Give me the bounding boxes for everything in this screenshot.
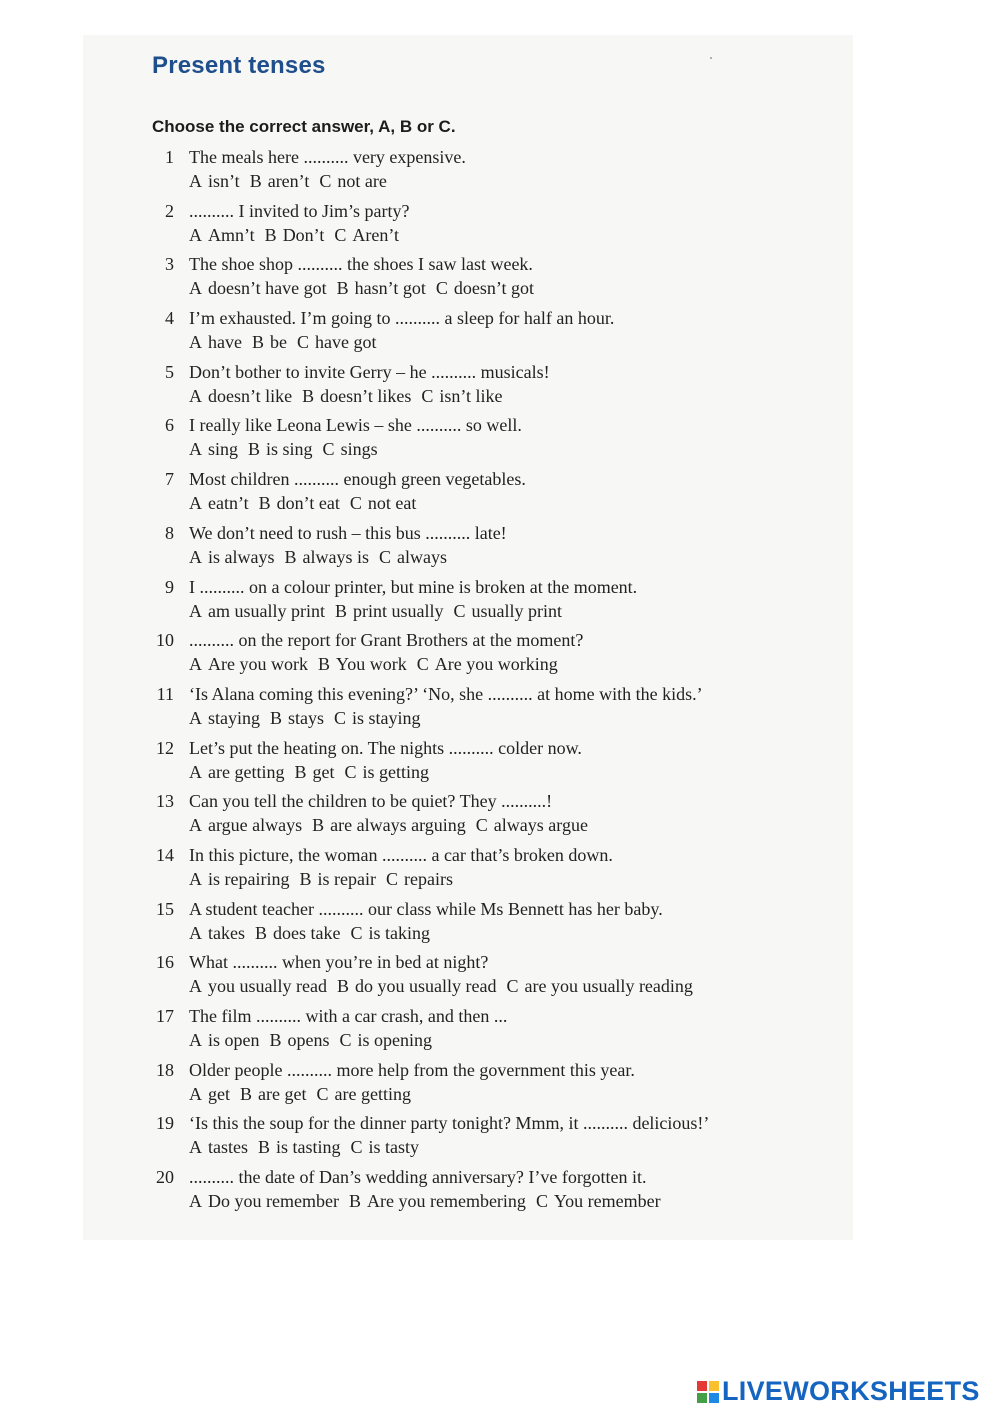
- option-letter: A: [189, 1191, 202, 1212]
- answer-option-c[interactable]: [536, 1191, 661, 1211]
- question-text: .......... the date of Dan’s wedding anniversary? I’ve forgotten it.: [189, 1167, 647, 1188]
- question-item: [150, 895, 840, 949]
- option-letter: B: [336, 278, 349, 299]
- option-text: you usually read: [208, 976, 327, 997]
- option-letter: B: [248, 439, 261, 460]
- option-text: Do you remember: [208, 1191, 339, 1212]
- option-letter: C: [385, 868, 398, 889]
- answer-option-a[interactable]: [189, 278, 327, 298]
- answer-option-c[interactable]: [476, 815, 588, 835]
- option-text: does take: [273, 922, 341, 943]
- answer-options: [189, 439, 388, 460]
- option-letter: B: [348, 1191, 361, 1212]
- answer-option-b[interactable]: [302, 386, 411, 406]
- option-text: have: [208, 332, 242, 353]
- option-letter: B: [258, 1137, 271, 1158]
- option-text: not are: [337, 171, 387, 191]
- option-letter: B: [317, 654, 330, 675]
- option-text: get: [312, 761, 335, 782]
- answer-options: [189, 762, 439, 783]
- question-item: [150, 573, 840, 627]
- option-letter: B: [269, 1030, 282, 1050]
- question-item: [150, 358, 840, 412]
- question-text: Don’t bother to invite Gerry – he .......... musicals!: [189, 361, 550, 382]
- question-text: I really like Leona Lewis – she .......... so well.: [189, 415, 522, 436]
- answer-options: [189, 976, 703, 997]
- answer-option-a[interactable]: [189, 225, 255, 245]
- answer-option-b[interactable]: [294, 762, 334, 782]
- answer-option-b[interactable]: [270, 708, 324, 728]
- option-text: always is: [302, 546, 370, 567]
- answer-option-b[interactable]: [299, 869, 376, 889]
- option-letter: A: [189, 278, 202, 299]
- option-text: Are you work: [208, 654, 308, 675]
- question-number: 13: [156, 791, 174, 812]
- option-text: is repairing: [208, 868, 290, 889]
- option-letter: B: [299, 868, 312, 889]
- option-letter: C: [334, 707, 347, 728]
- scan-speck: [710, 57, 712, 59]
- question-number: 8: [165, 522, 174, 543]
- answer-option-a[interactable]: [189, 1191, 339, 1211]
- question-item: [150, 787, 840, 841]
- answer-options: [189, 815, 598, 836]
- option-text: Are you remembering: [366, 1191, 526, 1212]
- option-letter: C: [416, 654, 429, 675]
- question-number: 16: [156, 952, 174, 973]
- answer-option-c[interactable]: [436, 278, 534, 298]
- question-text: The film .......... with a car crash, and then ...: [189, 1006, 508, 1026]
- question-number: 3: [165, 254, 174, 275]
- question-item: [150, 841, 840, 895]
- option-letter: B: [312, 815, 325, 836]
- answer-options: [189, 869, 463, 890]
- option-letter: A: [189, 976, 202, 997]
- question-text: I’m exhausted. I’m going to .......... a sleep for half an hour.: [189, 308, 615, 329]
- answer-option-b[interactable]: [255, 923, 341, 943]
- answer-option-b[interactable]: [250, 171, 310, 191]
- option-letter: B: [258, 493, 271, 514]
- answer-option-c[interactable]: [297, 332, 377, 352]
- liveworksheets-wordmark: LIVEWORKSHEETS: [722, 1376, 980, 1406]
- option-letter: B: [251, 332, 264, 353]
- option-text: tastes: [208, 1137, 248, 1158]
- option-text: You work: [336, 654, 407, 675]
- option-letter: C: [349, 493, 362, 514]
- option-text: are get: [258, 1083, 307, 1104]
- question-item: [150, 1002, 840, 1056]
- question-text: In this picture, the woman .......... a car that’s broken down.: [189, 844, 613, 865]
- question-item: [150, 304, 840, 358]
- option-letter: B: [270, 707, 283, 728]
- answer-option-a[interactable]: [189, 1030, 260, 1050]
- answer-options: [189, 1191, 671, 1212]
- question-item: [150, 680, 840, 734]
- answer-options: [189, 601, 572, 622]
- question-text: We don’t need to rush – this bus .......... late!: [189, 522, 507, 543]
- option-text: is always: [208, 546, 275, 567]
- answer-option-a[interactable]: [189, 923, 245, 943]
- question-item: [150, 250, 840, 304]
- option-letter: C: [344, 761, 357, 782]
- answer-option-c[interactable]: [340, 1030, 433, 1050]
- option-text: repairs: [404, 868, 453, 889]
- question-number: 14: [156, 844, 174, 865]
- option-text: eatn’t: [208, 493, 249, 514]
- answer-option-c[interactable]: [417, 654, 558, 674]
- option-text: doesn’t likes: [320, 385, 412, 406]
- option-letter: A: [189, 224, 202, 245]
- answer-options: [189, 225, 409, 246]
- question-number: 19: [156, 1113, 174, 1134]
- answer-option-b[interactable]: [349, 1191, 526, 1211]
- question-number: 2: [165, 200, 174, 221]
- question-item: [150, 411, 840, 465]
- option-letter: C: [453, 600, 466, 621]
- question-text: I .......... on a colour printer, but mine is broken at the moment.: [189, 576, 638, 597]
- answer-options: [189, 1084, 421, 1105]
- question-item: [150, 626, 840, 680]
- question-item: [150, 465, 840, 519]
- answer-option-b[interactable]: [258, 1137, 341, 1157]
- option-letter: A: [189, 1083, 202, 1104]
- answer-options: [189, 386, 513, 407]
- question-number: 11: [156, 683, 174, 704]
- answer-options: [189, 493, 426, 514]
- option-text: always: [397, 546, 448, 567]
- answer-option-a[interactable]: [189, 1084, 230, 1104]
- question-item: [150, 1109, 840, 1163]
- answer-option-a[interactable]: [189, 654, 308, 674]
- option-letter: A: [189, 171, 202, 191]
- question-number: 4: [165, 308, 174, 329]
- answer-option-a[interactable]: [189, 493, 249, 513]
- option-letter: A: [189, 546, 202, 567]
- option-letter: C: [350, 922, 363, 943]
- option-letter: A: [189, 761, 202, 782]
- question-item: [150, 948, 840, 1002]
- option-text: am usually print: [208, 600, 325, 621]
- option-text: is taking: [368, 922, 430, 943]
- option-text: stays: [288, 707, 325, 728]
- question-number: 12: [156, 737, 174, 758]
- page-title: Present tenses: [152, 52, 326, 79]
- option-letter: B: [240, 1083, 253, 1104]
- option-text: are you usually reading: [524, 976, 693, 997]
- option-text: hasn’t got: [354, 278, 426, 299]
- option-letter: C: [339, 1030, 352, 1050]
- option-letter: A: [189, 868, 202, 889]
- option-text: not eat: [367, 493, 417, 514]
- option-text: is getting: [362, 761, 429, 782]
- answer-option-a[interactable]: [189, 547, 275, 567]
- option-letter: A: [189, 654, 202, 675]
- answer-option-a[interactable]: [189, 869, 289, 889]
- option-letter: C: [350, 1137, 363, 1158]
- option-text: is repair: [317, 868, 376, 889]
- option-text: is staying: [352, 707, 421, 728]
- option-letter: C: [435, 278, 448, 299]
- option-letter: C: [379, 546, 392, 567]
- question-text: Older people .......... more help from the government this year.: [189, 1059, 635, 1080]
- answer-option-c[interactable]: [350, 493, 417, 513]
- option-text: is open: [208, 1030, 260, 1050]
- answer-option-b[interactable]: [259, 493, 340, 513]
- option-letter: A: [189, 600, 202, 621]
- option-letter: A: [189, 1030, 202, 1050]
- answer-option-b[interactable]: [265, 225, 325, 245]
- answer-option-c[interactable]: [334, 225, 399, 245]
- answer-option-b[interactable]: [337, 976, 496, 996]
- answer-option-b[interactable]: [337, 278, 426, 298]
- option-letter: B: [249, 171, 262, 191]
- answer-option-b[interactable]: [312, 815, 466, 835]
- liveworksheets-logo: [697, 1376, 980, 1407]
- question-item: [150, 1056, 840, 1110]
- question-text: .......... I invited to Jim’s party?: [189, 200, 410, 221]
- answer-option-a[interactable]: [189, 332, 242, 352]
- question-text: The meals here .......... very expensive.: [189, 147, 466, 167]
- question-number: 17: [156, 1006, 174, 1026]
- answer-option-a[interactable]: [189, 439, 238, 459]
- option-text: sing: [208, 439, 239, 460]
- option-text: doesn’t have got: [208, 278, 327, 299]
- option-letter: B: [294, 761, 307, 782]
- question-list: [150, 143, 840, 1217]
- question-number: 10: [156, 630, 174, 651]
- option-text: argue always: [208, 815, 303, 836]
- question-number: 6: [165, 415, 174, 436]
- answer-option-a[interactable]: [189, 708, 260, 728]
- question-item: [150, 143, 840, 197]
- option-letter: C: [316, 1083, 329, 1104]
- option-text: usually print: [471, 600, 563, 621]
- option-letter: B: [284, 546, 297, 567]
- option-letter: C: [535, 1191, 548, 1212]
- answer-option-a[interactable]: [189, 815, 302, 835]
- question-number: 7: [165, 469, 174, 490]
- option-letter: B: [264, 224, 277, 245]
- option-letter: A: [189, 1137, 202, 1158]
- option-text: Aren’t: [352, 224, 400, 245]
- option-letter: A: [189, 439, 202, 460]
- option-letter: C: [322, 439, 335, 460]
- option-text: are always arguing: [330, 815, 466, 836]
- option-text: is opening: [357, 1030, 433, 1050]
- option-letter: C: [297, 332, 310, 353]
- question-item: [150, 519, 840, 573]
- question-text: .......... on the report for Grant Brothers at the moment?: [189, 630, 584, 651]
- question-text: A student teacher .......... our class while Ms Bennett has her baby.: [189, 898, 663, 919]
- answer-option-c[interactable]: [379, 547, 447, 567]
- option-text: staying: [208, 707, 260, 728]
- answer-option-b[interactable]: [270, 1030, 330, 1050]
- answer-option-b[interactable]: [240, 1084, 306, 1104]
- answer-option-a[interactable]: [189, 171, 240, 191]
- answer-option-c[interactable]: [350, 923, 430, 943]
- option-text: do you usually read: [354, 976, 497, 997]
- answer-option-a[interactable]: [189, 762, 284, 782]
- question-number: 20: [156, 1167, 174, 1188]
- option-letter: B: [254, 922, 267, 943]
- answer-option-c[interactable]: [316, 1084, 410, 1104]
- option-letter: C: [319, 171, 332, 191]
- question-item: [150, 197, 840, 251]
- option-text: isn’t like: [439, 385, 503, 406]
- answer-options: [189, 547, 457, 568]
- option-text: Don’t: [282, 224, 325, 245]
- question-text: ‘Is Alana coming this evening?’ ‘No, she .......... at home with the kids.’: [189, 683, 703, 704]
- option-text: get: [208, 1083, 230, 1104]
- answer-option-c[interactable]: [323, 439, 378, 459]
- answer-option-c[interactable]: [351, 1137, 420, 1157]
- answer-options: [189, 654, 568, 675]
- question-text: The shoe shop .......... the shoes I saw last week.: [189, 254, 533, 275]
- option-text: takes: [208, 922, 245, 943]
- question-text: ‘Is this the soup for the dinner party tonight? Mmm, it .......... delicious!’: [189, 1113, 710, 1134]
- answer-option-c[interactable]: [319, 171, 387, 191]
- option-letter: A: [189, 922, 202, 943]
- answer-option-c[interactable]: [506, 976, 692, 996]
- option-text: Amn’t: [208, 224, 255, 245]
- question-number: 9: [165, 576, 174, 597]
- question-number: 1: [165, 147, 174, 167]
- question-item: [150, 1163, 840, 1217]
- option-text: sings: [340, 439, 378, 460]
- option-text: print usually: [353, 600, 444, 621]
- answer-option-b[interactable]: [252, 332, 287, 352]
- option-text: is tasting: [276, 1137, 341, 1158]
- option-letter: C: [506, 976, 519, 997]
- answer-options: [189, 708, 431, 729]
- option-letter: C: [421, 385, 434, 406]
- option-letter: A: [189, 385, 202, 406]
- option-letter: A: [189, 707, 202, 728]
- option-letter: A: [189, 493, 202, 514]
- option-text: are getting: [334, 1083, 411, 1104]
- option-text: aren’t: [267, 171, 310, 191]
- question-item: [150, 734, 840, 788]
- option-text: is sing: [266, 439, 313, 460]
- answer-options: [189, 332, 387, 353]
- option-letter: C: [334, 224, 347, 245]
- answer-option-c[interactable]: [334, 708, 421, 728]
- question-number: 18: [156, 1059, 174, 1080]
- answer-options: [189, 923, 440, 944]
- answer-option-a[interactable]: [189, 976, 327, 996]
- option-text: be: [270, 332, 287, 353]
- answer-option-b[interactable]: [335, 601, 444, 621]
- answer-option-b[interactable]: [285, 547, 370, 567]
- answer-options: [189, 278, 544, 299]
- answer-options: [189, 1030, 442, 1051]
- option-text: Are you working: [434, 654, 558, 675]
- option-letter: C: [475, 815, 488, 836]
- question-text: Can you tell the children to be quiet? They ..........!: [189, 791, 553, 812]
- answer-option-c[interactable]: [421, 386, 502, 406]
- option-text: isn’t: [208, 171, 240, 191]
- option-letter: B: [302, 385, 315, 406]
- question-number: 15: [156, 898, 174, 919]
- option-text: doesn’t got: [453, 278, 535, 299]
- question-text: Most children .......... enough green vegetables.: [189, 469, 526, 490]
- option-letter: B: [336, 976, 349, 997]
- option-text: doesn’t like: [208, 385, 293, 406]
- answer-option-c[interactable]: [386, 869, 453, 889]
- answer-option-a[interactable]: [189, 601, 325, 621]
- option-text: don’t eat: [276, 493, 340, 514]
- question-text: What .......... when you’re in bed at night?: [189, 952, 489, 973]
- answer-option-b[interactable]: [318, 654, 407, 674]
- answer-options: [189, 1137, 429, 1158]
- answer-options: [189, 171, 397, 192]
- option-letter: A: [189, 332, 202, 353]
- instructions: Choose the correct answer, A, B or C.: [152, 117, 456, 136]
- question-number: 5: [165, 361, 174, 382]
- option-text: are getting: [208, 761, 285, 782]
- answer-option-c[interactable]: [454, 601, 563, 621]
- option-text: You remember: [553, 1191, 661, 1212]
- option-text: have got: [315, 332, 377, 353]
- option-letter: B: [334, 600, 347, 621]
- option-text: is tasty: [368, 1137, 420, 1158]
- answer-option-c[interactable]: [344, 762, 429, 782]
- question-text: Let’s put the heating on. The nights .......... colder now.: [189, 737, 582, 758]
- answer-option-b[interactable]: [248, 439, 313, 459]
- answer-option-a[interactable]: [189, 386, 292, 406]
- liveworksheets-logo-icon: [697, 1381, 719, 1403]
- option-letter: A: [189, 815, 202, 836]
- answer-option-a[interactable]: [189, 1137, 248, 1157]
- option-text: opens: [287, 1030, 330, 1050]
- option-text: always argue: [493, 815, 588, 836]
